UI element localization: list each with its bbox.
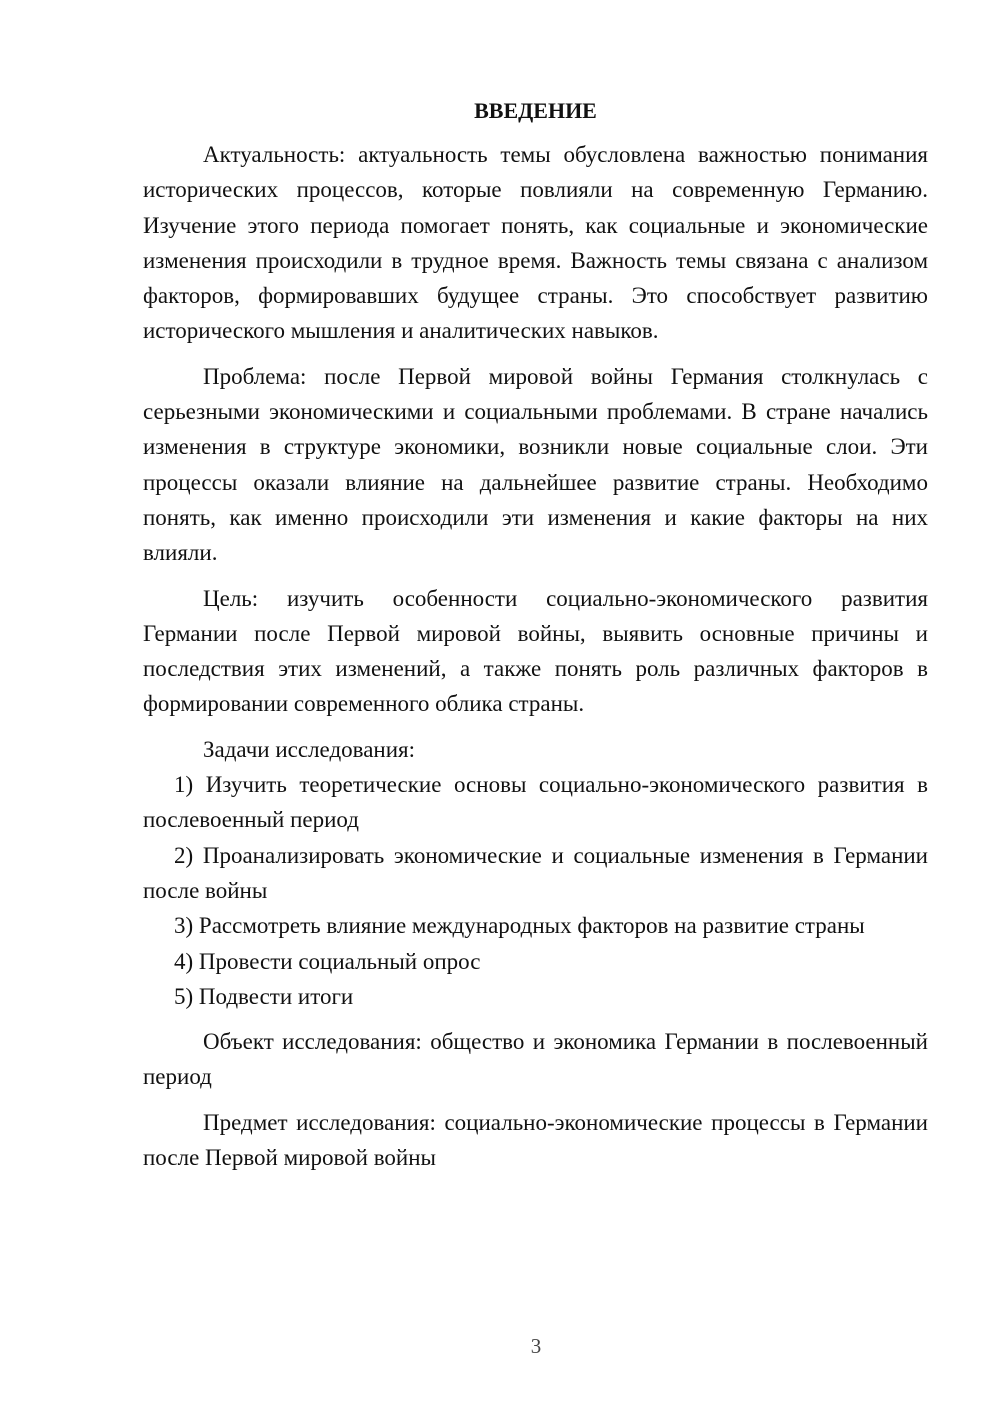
paragraph-tasks-heading: Задачи исследования: — [203, 736, 416, 762]
page-title: ВВЕДЕНИЕ — [474, 98, 597, 123]
task-item-3: 3) Рассмотреть влияние международных факторов на развитие страны — [174, 913, 865, 939]
task-item-1: 1) Изучить теоретические основы социально-экономического развития в послевоенный период — [143, 772, 928, 833]
paragraph-problem: Проблема: после Первой мировой войны Германия столкнулась с серьезными экономическими и социальными проблемами. В стране начались изменения в структуре экономики, возникли новые социальные слои. Эти процессы оказали влияние на дальнейшее развитие страны. Необходимо понять, как именно происходили эти изменения и какие факторы на них влияли. — [143, 363, 928, 566]
page-content — [143, 96, 928, 1175]
task-item-4: 4) Провести социальный опрос — [174, 948, 481, 974]
page-number: 3 — [530, 1334, 542, 1358]
paragraph-relevance: Актуальность: актуальность темы обусловлена важностью понимания исторических процессов, которые повлияли на современную Германию. Изучение этого периода помогает понять, как социальные и экономические изменения происходили в трудное время. Важность темы связана с анализом факторов, формировавших будущее страны. Это способствует развитию исторического мышления и аналитических навыков. — [143, 142, 928, 344]
task-item-5: 5) Подвести итоги — [174, 983, 354, 1009]
paragraph-object: Объект исследования: общество и экономика Германии в послевоенный период — [143, 1029, 928, 1090]
task-item-2: 2) Проанализировать экономические и социальные изменения в Германии после войны — [143, 842, 928, 903]
paragraph-subject: Предмет исследования: социально-экономические процессы в Германии после Первой мировой войны — [143, 1109, 928, 1171]
paragraph-goal: Цель: изучить особенности социально-экономического развития Германии после Первой мировой войны, выявить основные причины и последствия этих изменений, а также понять роль различных факторов в формировании современного облика страны. — [143, 585, 928, 717]
